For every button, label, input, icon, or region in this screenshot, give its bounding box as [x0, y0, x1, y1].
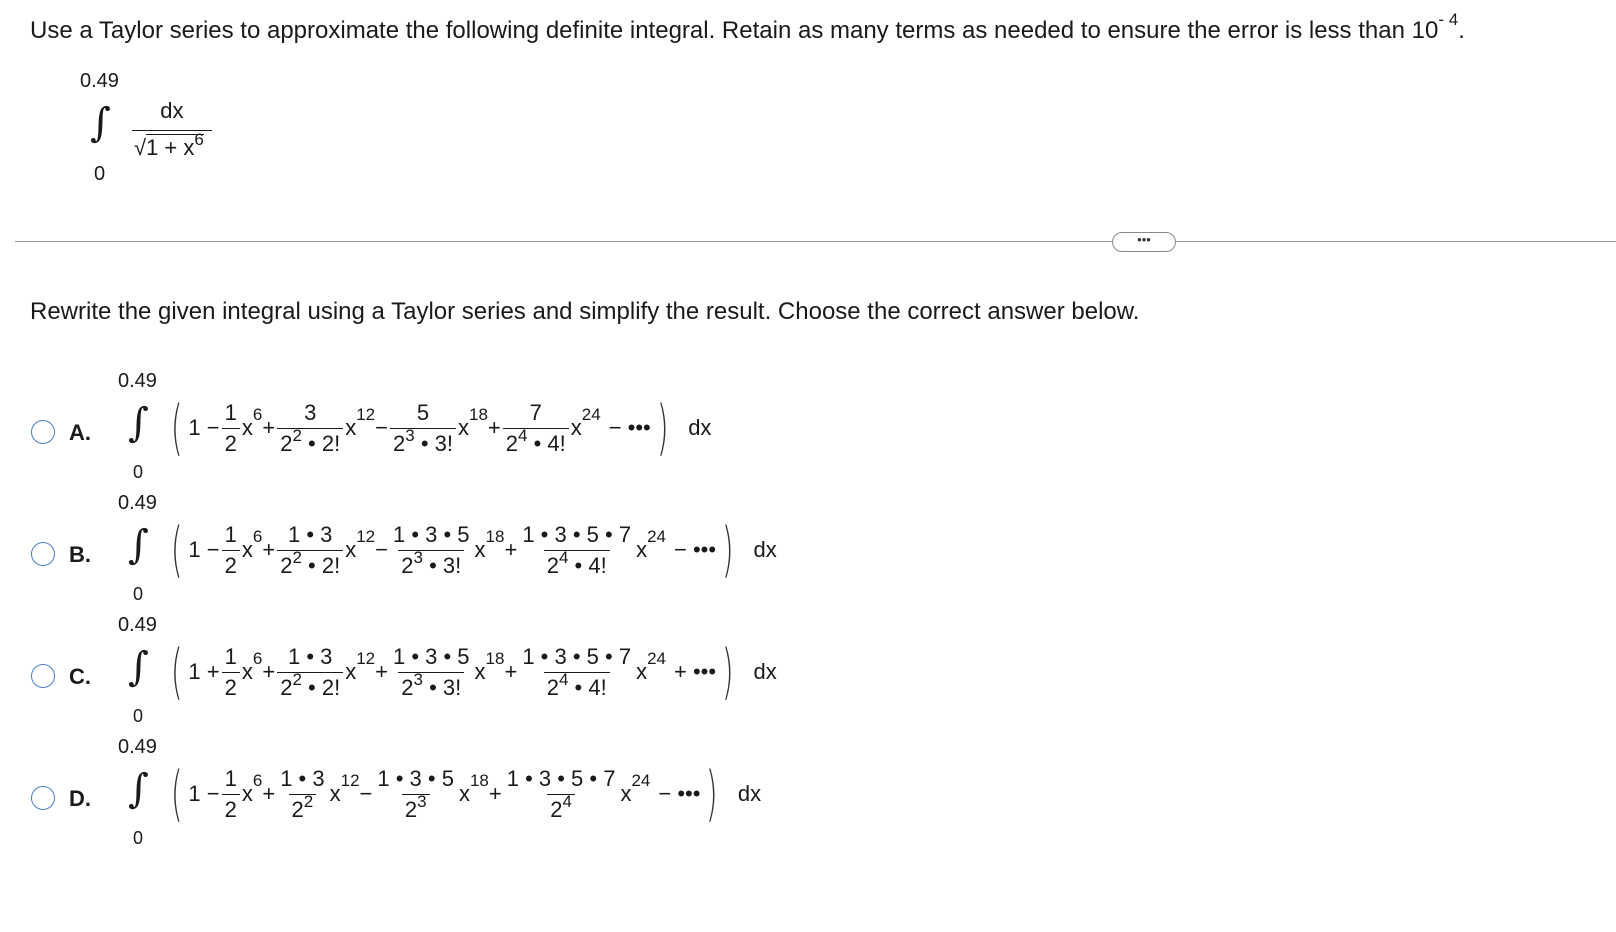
variable-x: x	[474, 537, 486, 562]
term-4-coefficient	[503, 400, 569, 457]
radicand-exponent: 6	[194, 130, 204, 149]
option-letter[interactable]: D.	[69, 786, 91, 811]
coef-numerator: 5	[416, 399, 430, 425]
term-4-coefficient	[519, 522, 634, 579]
term-4-exponent: 24	[581, 405, 601, 424]
coef-denominator-exponent: 3	[413, 669, 423, 689]
term-4-coefficient	[519, 644, 634, 701]
coef-denominator	[289, 791, 317, 823]
option-letter[interactable]: B.	[69, 542, 91, 567]
coef-denominator-base: 2	[224, 552, 237, 578]
coef-numerator: 1	[224, 643, 237, 669]
coef-denominator-base: 2	[224, 674, 237, 700]
operator: +	[262, 781, 276, 806]
coef-factorial: • 3!	[422, 674, 462, 700]
coef-factorial: • 2!	[301, 674, 341, 700]
term-2-exponent: 12	[340, 771, 360, 790]
coef-numerator: 1 • 3 • 5 • 7	[506, 765, 616, 791]
option-upper-limit: 0.49	[118, 492, 157, 514]
coef-denominator-exponent: 2	[292, 425, 302, 445]
coef-denominator-base: 2	[280, 674, 293, 700]
coef-numerator: 1 • 3	[288, 521, 333, 547]
left-paren-icon: (	[170, 637, 183, 707]
coef-numerator: 1 • 3 • 5 • 7	[522, 521, 632, 547]
coef-numerator: 1	[224, 399, 237, 425]
term-3-coefficient	[390, 400, 456, 457]
question-exponent: - 4	[1438, 10, 1459, 29]
coef-numerator: 3	[304, 399, 317, 425]
coef-denominator-exponent: 2	[292, 669, 302, 689]
term-3-exponent: 18	[469, 771, 489, 790]
term-2-coefficient	[277, 766, 327, 823]
variable-x: x	[241, 537, 253, 562]
operator: +	[487, 415, 501, 440]
coef-denominator	[544, 547, 610, 579]
question-body: Use a Taylor series to approximate the following definite integral. Retain as many terms as needed to ensure the error is less than 10	[30, 17, 1439, 44]
term-3-coefficient	[390, 522, 473, 579]
radicand-base: 1 + x	[146, 135, 195, 160]
option-3-radio[interactable]	[31, 664, 55, 688]
variable-x: x	[474, 659, 486, 684]
term-1-coefficient	[222, 644, 240, 701]
coef-denominator	[390, 425, 456, 457]
option-lower-limit: 0	[133, 706, 144, 726]
variable-x: x	[241, 659, 253, 684]
coef-denominator	[547, 791, 575, 823]
coef-denominator-base: 2	[392, 430, 406, 456]
integral-sign-icon: ∫	[128, 522, 149, 568]
integral-sign-icon: ∫	[128, 400, 149, 446]
term-2-exponent: 12	[356, 405, 376, 424]
operator: +	[504, 659, 518, 684]
term-1-exponent: 6	[252, 405, 263, 424]
right-paren-icon: )	[706, 759, 719, 829]
coef-denominator-exponent: 3	[405, 425, 415, 445]
coef-denominator-exponent: 2	[303, 791, 314, 811]
operator: −	[375, 537, 388, 562]
option-letter[interactable]: A.	[69, 420, 91, 445]
coef-denominator-base: 2	[280, 552, 293, 578]
more-options-button[interactable]: •••	[1112, 232, 1176, 252]
coef-numerator: 1	[224, 765, 237, 791]
option-dx: dx	[737, 781, 762, 806]
right-paren-icon: )	[721, 515, 734, 585]
coef-denominator	[277, 669, 343, 701]
term-1-coefficient	[222, 766, 240, 823]
term-2-exponent: 12	[356, 649, 376, 668]
operator: +	[262, 415, 276, 440]
series-tail: − •••	[673, 537, 717, 562]
option-upper-limit: 0.49	[118, 370, 157, 392]
coef-denominator	[398, 547, 464, 579]
variable-x: x	[636, 537, 648, 562]
coef-factorial: • 4!	[527, 430, 566, 456]
coef-denominator-base: 2	[505, 430, 519, 456]
coef-denominator-exponent: 3	[413, 547, 423, 567]
coef-denominator	[222, 550, 240, 579]
coef-denominator-base: 2	[404, 796, 418, 822]
term-1-exponent: 6	[252, 527, 263, 546]
operator: −	[359, 781, 373, 806]
coef-denominator-exponent: 3	[417, 791, 427, 811]
option-expression	[165, 637, 777, 707]
integrand-numerator: dx	[160, 98, 184, 123]
option-lower-limit: 0	[133, 584, 144, 604]
series-tail: − •••	[608, 415, 651, 440]
coef-denominator-base: 2	[224, 430, 237, 456]
term-1-coefficient	[222, 400, 240, 457]
coef-denominator	[277, 425, 343, 457]
variable-x: x	[241, 781, 253, 806]
coef-numerator: 1	[224, 521, 237, 547]
option-lower-limit: 0	[133, 462, 144, 482]
integral-sign-icon: ∫	[128, 766, 149, 812]
sqrt-icon: √	[134, 135, 147, 160]
coef-numerator: 1 • 3 • 5	[392, 643, 470, 669]
option-4-radio[interactable]	[31, 786, 55, 810]
term-2-coefficient	[277, 644, 343, 701]
lead-term: 1 +	[188, 659, 220, 684]
lead-term: 1 −	[188, 415, 220, 440]
variable-x: x	[636, 659, 648, 684]
variable-x: x	[457, 415, 469, 440]
coef-numerator: 7	[529, 399, 542, 425]
term-1-exponent: 6	[252, 649, 263, 668]
variable-x: x	[570, 415, 582, 440]
coef-factorial: • 3!	[414, 430, 453, 456]
series-tail: − •••	[658, 781, 701, 806]
term-1-coefficient	[222, 522, 240, 579]
term-3-coefficient	[374, 766, 457, 823]
option-dx: dx	[753, 537, 777, 562]
variable-x: x	[329, 781, 341, 806]
left-paren-icon: (	[170, 515, 183, 585]
option-dx: dx	[688, 415, 712, 440]
variable-x: x	[345, 537, 357, 562]
coef-denominator-base: 2	[291, 796, 304, 822]
term-3-exponent: 18	[468, 405, 488, 424]
coef-denominator-exponent: 4	[562, 791, 572, 811]
option-expression	[165, 759, 762, 829]
coef-denominator-base: 2	[224, 796, 237, 822]
coef-denominator-base: 2	[546, 552, 559, 578]
integrand-denominator	[132, 130, 212, 161]
coef-numerator: 1 • 3 • 5	[392, 521, 470, 547]
option-1-radio[interactable]	[31, 420, 55, 444]
integral-upper-limit: 0.49	[80, 70, 119, 92]
coef-denominator-base: 2	[546, 674, 559, 700]
coef-factorial: • 3!	[422, 552, 462, 578]
coef-denominator-exponent: 4	[558, 547, 569, 567]
term-4-exponent: 24	[647, 527, 666, 546]
operator: +	[504, 537, 518, 562]
term-2-exponent: 12	[356, 527, 376, 546]
integral-sign-icon: ∫	[128, 644, 149, 690]
left-paren-icon: (	[170, 393, 183, 463]
term-3-coefficient	[390, 644, 473, 701]
series-tail: + •••	[673, 659, 717, 684]
coef-denominator	[544, 669, 610, 701]
option-upper-limit: 0.49	[118, 614, 157, 636]
integrand-fraction	[132, 98, 212, 161]
variable-x: x	[620, 781, 632, 806]
coef-denominator	[222, 794, 240, 823]
term-2-coefficient	[277, 400, 343, 457]
coef-denominator	[222, 428, 240, 457]
term-2-coefficient	[277, 522, 343, 579]
lead-term: 1 −	[188, 781, 220, 806]
coef-denominator-base: 2	[401, 552, 414, 578]
coef-denominator-base: 2	[550, 796, 563, 822]
term-4-exponent: 24	[647, 649, 666, 668]
integral-sign-icon: ∫	[90, 100, 111, 146]
coef-factorial: • 2!	[301, 430, 341, 456]
question-end: .	[1458, 17, 1465, 44]
coef-denominator-base: 2	[401, 674, 414, 700]
right-paren-icon: )	[656, 393, 669, 463]
coef-denominator	[402, 791, 430, 823]
coef-factorial: • 4!	[568, 674, 607, 700]
operator: +	[488, 781, 502, 806]
variable-x: x	[458, 781, 470, 806]
coef-denominator-base: 2	[280, 430, 293, 456]
operator: +	[262, 537, 276, 562]
coef-denominator	[222, 672, 240, 701]
variable-x: x	[345, 415, 357, 440]
operator: −	[375, 415, 388, 440]
coef-denominator-exponent: 2	[292, 547, 302, 567]
term-3-exponent: 18	[485, 527, 505, 546]
option-expression	[165, 393, 712, 463]
option-expression	[165, 515, 777, 585]
left-paren-icon: (	[170, 759, 183, 829]
radicand	[146, 130, 204, 160]
variable-x: x	[345, 659, 357, 684]
term-3-exponent: 18	[485, 649, 505, 668]
term-4-coefficient	[504, 766, 619, 823]
right-paren-icon: )	[721, 637, 734, 707]
coef-denominator	[503, 425, 569, 457]
option-letter[interactable]: C.	[69, 664, 91, 689]
coef-numerator: 1 • 3	[280, 765, 325, 791]
variable-x: x	[241, 415, 253, 440]
section-divider	[15, 241, 1616, 242]
integral-lower-limit: 0	[94, 163, 106, 185]
question-text	[30, 10, 1465, 45]
coef-numerator: 1 • 3 • 5 • 7	[522, 643, 632, 669]
option-2-radio[interactable]	[31, 542, 55, 566]
option-dx: dx	[753, 659, 777, 684]
prompt-text: Rewrite the given integral using a Taylor series and simplify the result. Choose the correct answer below.	[30, 298, 1140, 325]
option-lower-limit: 0	[133, 828, 144, 848]
lead-term: 1 −	[188, 537, 220, 562]
coef-factorial: • 2!	[301, 552, 341, 578]
operator: +	[262, 659, 276, 684]
coef-denominator-exponent: 4	[558, 669, 569, 689]
option-upper-limit: 0.49	[118, 736, 157, 758]
coef-denominator	[277, 547, 343, 579]
coef-factorial: • 4!	[568, 552, 607, 578]
coef-numerator: 1 • 3 • 5	[377, 765, 454, 791]
coef-denominator-exponent: 4	[518, 425, 528, 445]
coef-numerator: 1 • 3	[288, 643, 333, 669]
term-1-exponent: 6	[252, 771, 263, 790]
operator: +	[375, 659, 388, 684]
coef-denominator	[398, 669, 464, 701]
term-4-exponent: 24	[631, 771, 651, 790]
